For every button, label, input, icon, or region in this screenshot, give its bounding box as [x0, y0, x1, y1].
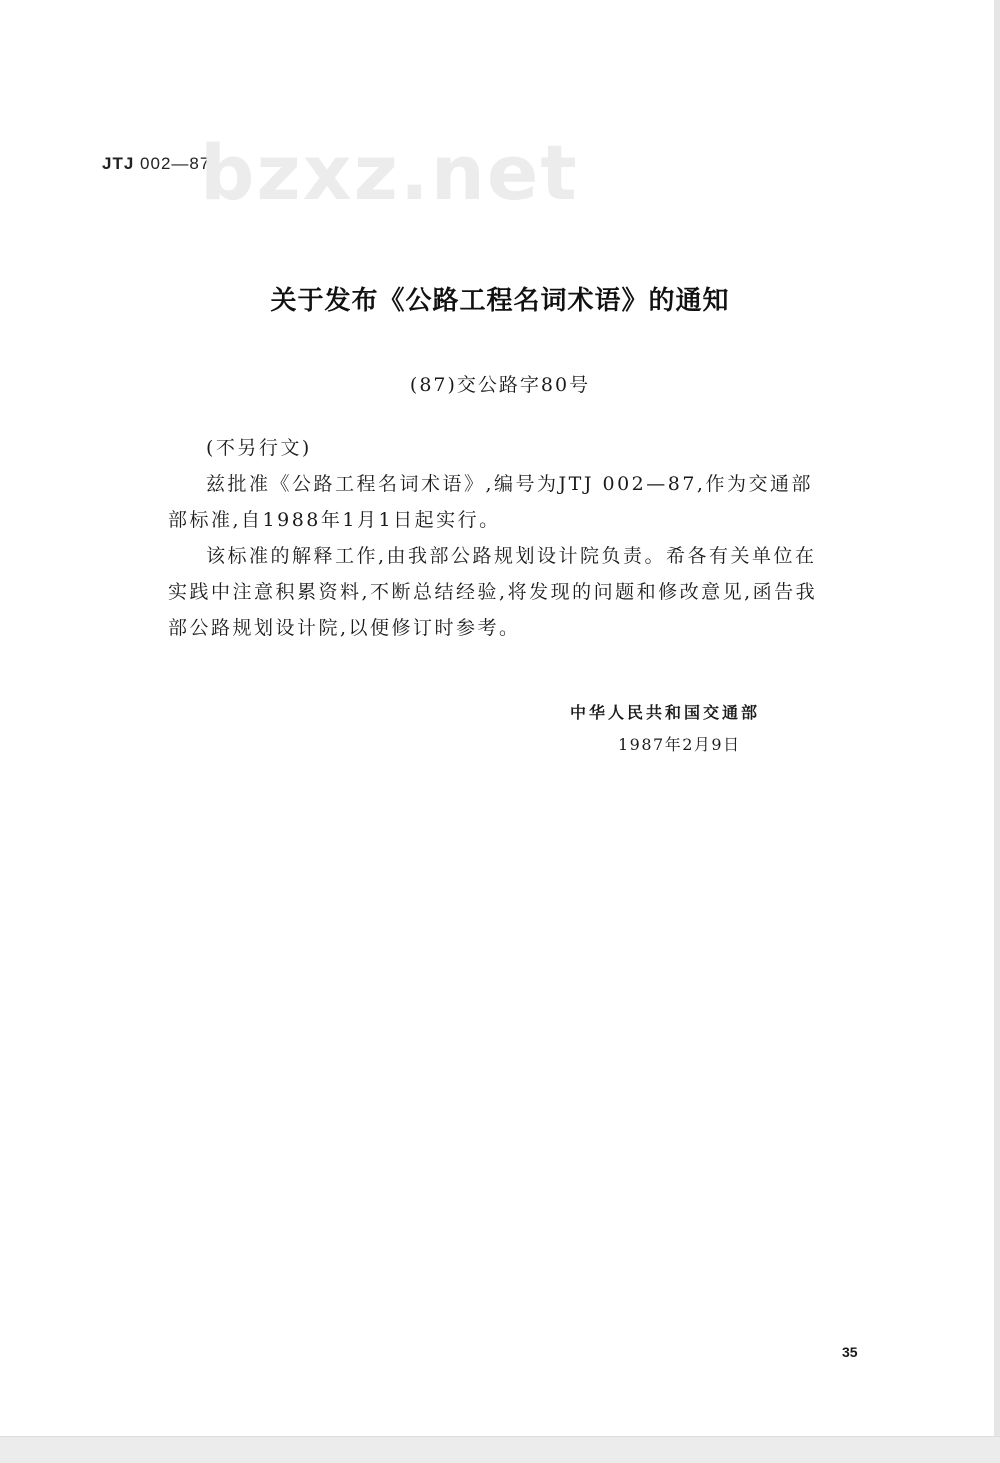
page-edge — [994, 0, 1000, 1463]
notice-body — [168, 430, 828, 646]
notice-paragraph: 兹批准《公路工程名词术语》,编号为JTJ 002—87,作为交通部部标准,自1988年1月1日起实行。 — [168, 473, 813, 531]
notice-paragraph: 该标准的解释工作,由我部公路规划设计院负责。希各有关单位在实践中注意积累资料,不断总结经验,将发现的问题和修改意见,函告我部公路规划设计院,以便修订时参考。 — [168, 545, 818, 639]
standard-code — [102, 154, 210, 174]
signatory: 中华人民共和国交通部 — [570, 703, 761, 722]
watermark: bzxz.net — [200, 128, 579, 217]
page-number: 35 — [842, 1344, 858, 1360]
standard-code-number: 002—87 — [140, 154, 211, 173]
signature-date: 1987年2月9日 — [618, 735, 741, 754]
viewer-bottom-strip — [0, 1436, 1000, 1463]
notice-title: 关于发布《公路工程名词术语》的通知 — [270, 286, 730, 316]
document-number: (87)交公路字80号 — [409, 374, 591, 396]
notice-paragraph: (不另行文) — [206, 437, 312, 459]
standard-code-prefix: JTJ — [102, 154, 135, 173]
